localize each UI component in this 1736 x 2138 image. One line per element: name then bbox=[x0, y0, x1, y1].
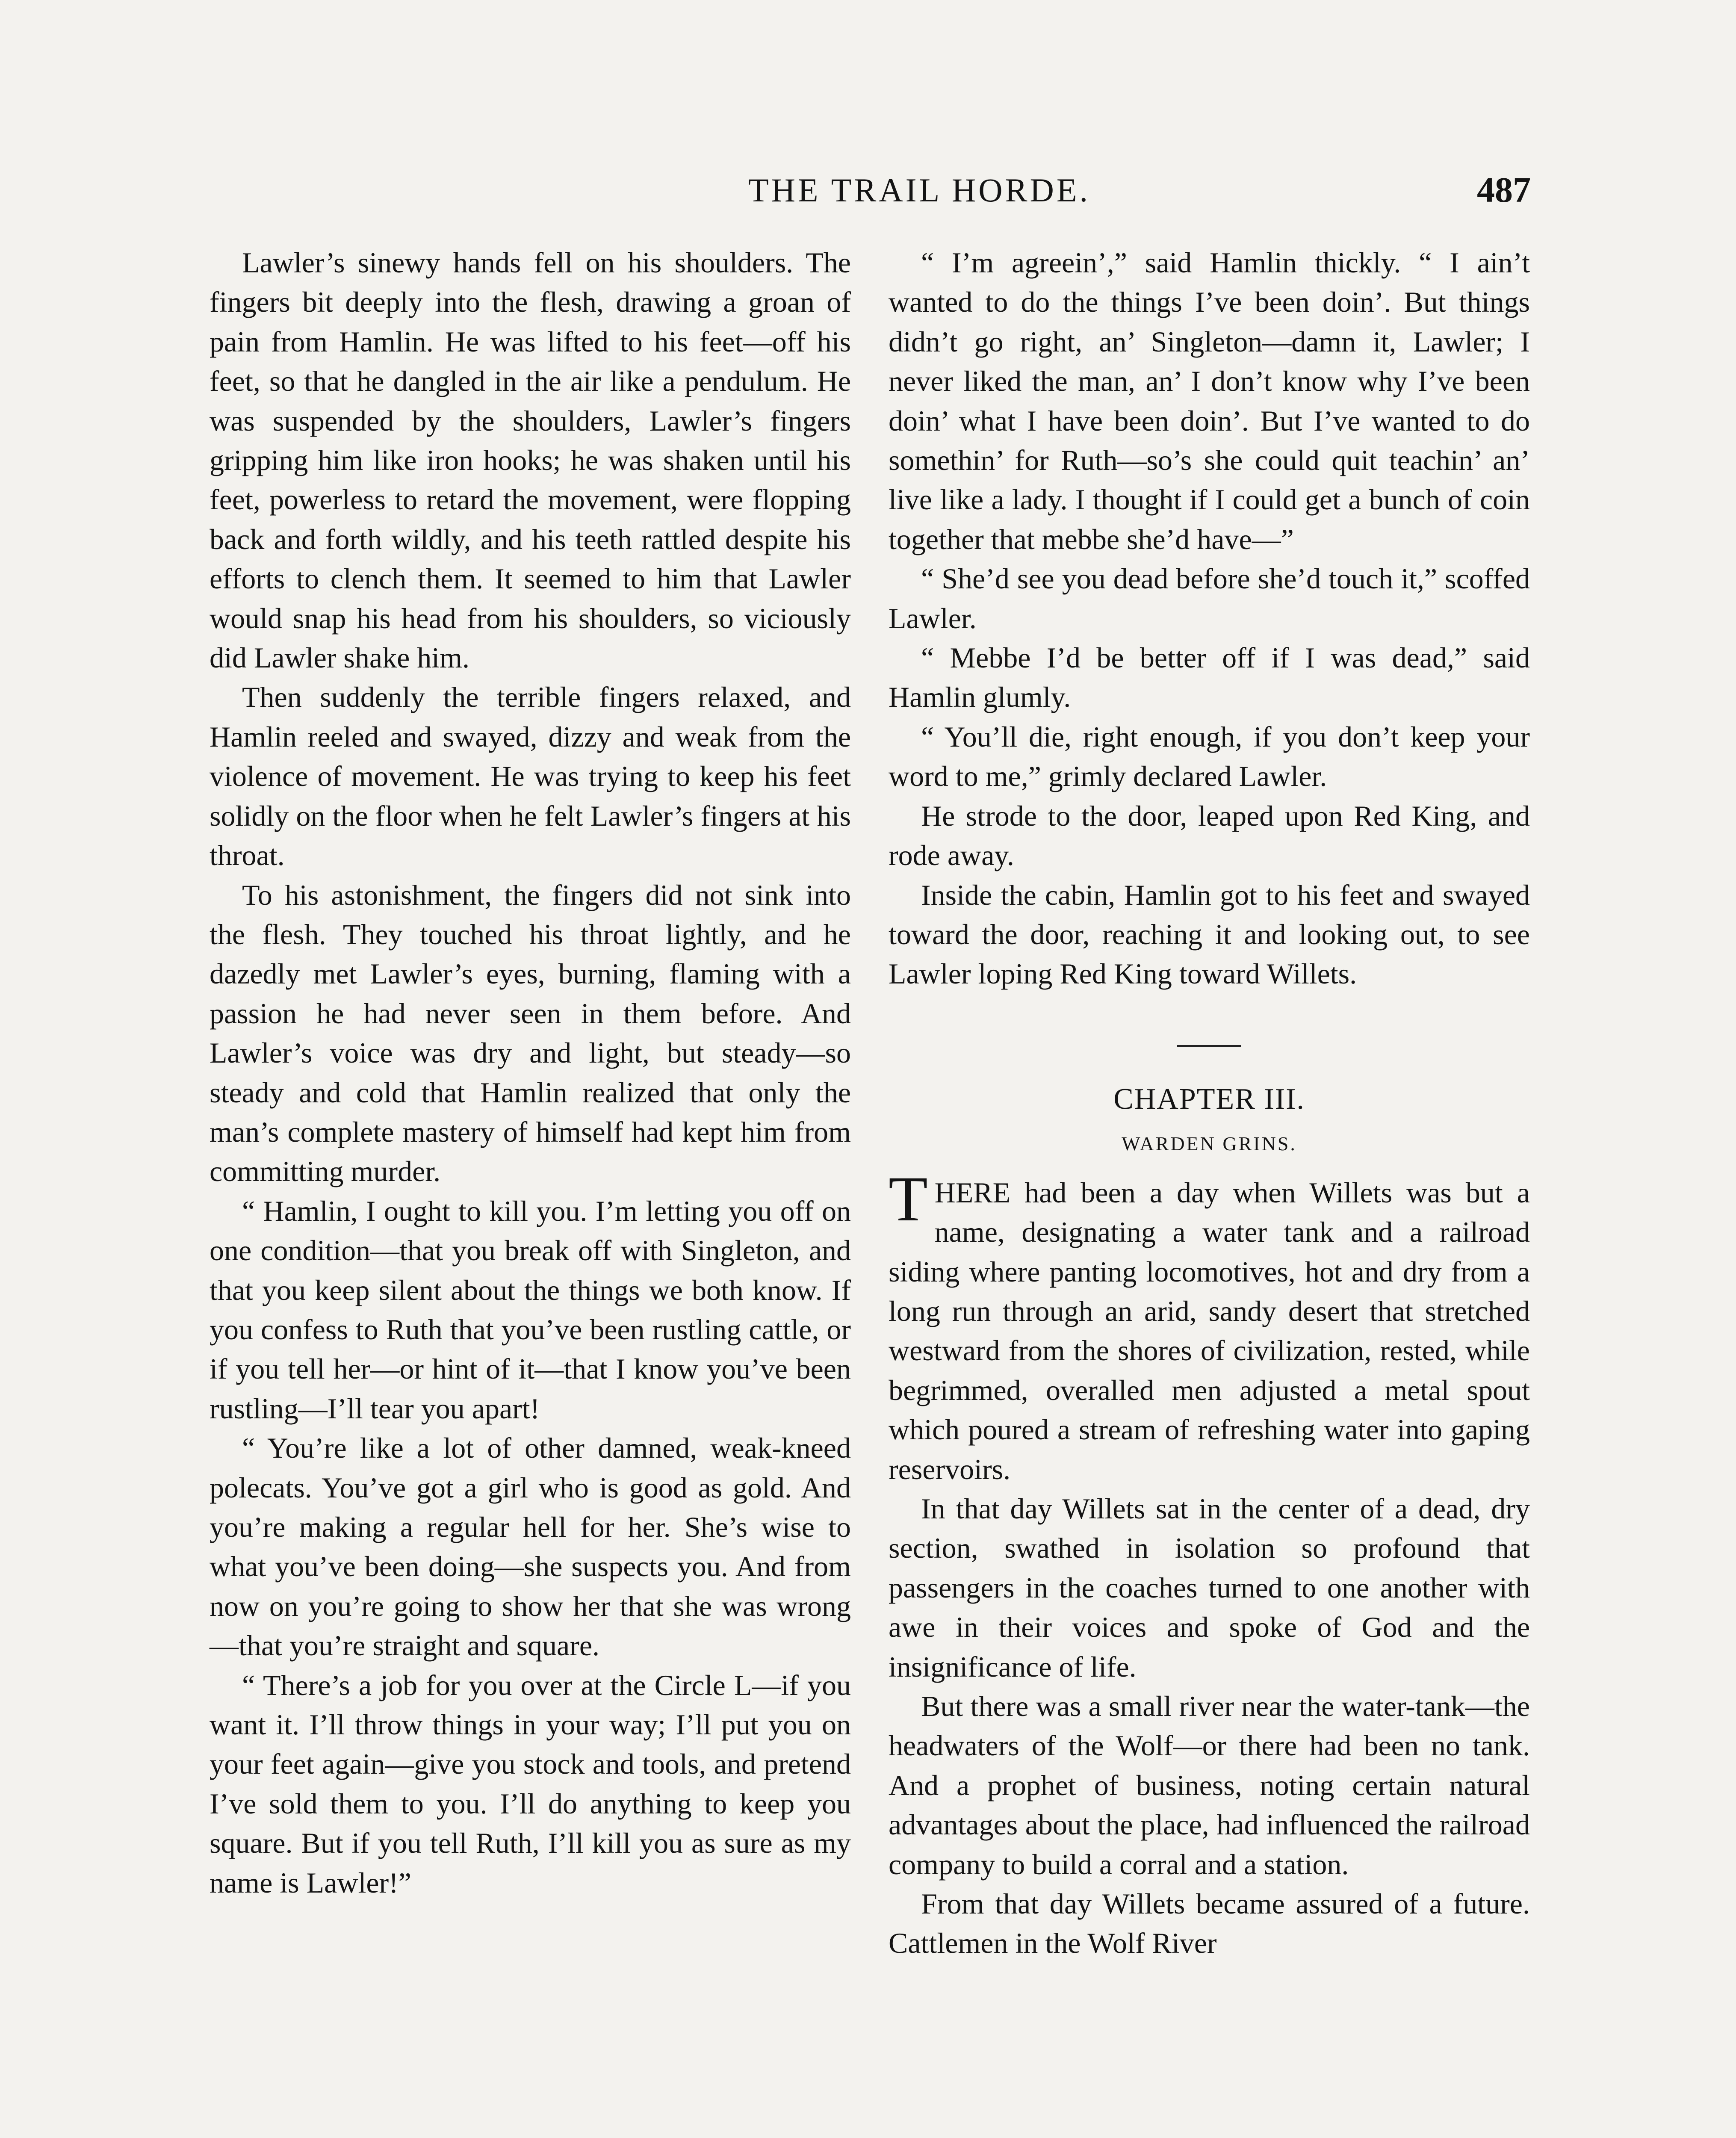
paragraph: To his astonishment, the fingers did not sink into the flesh. They touched his throat lightly, and he dazedly met Lawler’s eyes, burning, flaming with a passion he had never seen in them before. And Lawler’s voice was dry and light, but steady—so steady and cold that Hamlin realized that only the man’s complete mastery of himself had kept him from committing murder. bbox=[210, 878, 851, 1188]
paragraph: Inside the cabin, Hamlin got to his feet and swayed toward the door, reaching it and looking out, to see Lawler loping Red King toward Willets. bbox=[889, 878, 1530, 990]
chapter-subtitle: WARDEN GRINS. bbox=[1122, 1132, 1297, 1155]
chapter-opening-paragraph bbox=[889, 1163, 1530, 1489]
paragraph: From that day Willets became assured of a future. Cattlemen in the Wolf River bbox=[889, 1887, 1530, 1960]
paragraph: Lawler’s sinewy hands fell on his shoulders. The fingers bit deeply into the flesh, drawing a groan of pain from Hamlin. He was lifted to his feet—off his feet, so that he dangled in the air like a pendulum. He was suspended by the shoulders, Lawler’s fingers gripping him like iron hooks; he was shaken until his feet, powerless to retard the movement, were flopping back and forth wildly, and his teeth rattled despite his efforts to clench them. It seemed to him that Lawler would snap his head from his shoulders, so viciously did Lawler shake him. bbox=[210, 246, 851, 674]
paragraph: “ You’re like a lot of other damned, weak-kneed polecats. You’ve got a girl who is good as gold. And you’re making a regular hell for her. She’s wise to what you’ve been doing—she suspects you. And from now on you’re going to show her that she was wrong—that you’re straight and square. bbox=[210, 1432, 851, 1662]
left-column bbox=[210, 243, 851, 1902]
paragraph: But there was a small river near the water-tank—the headwaters of the Wolf—or there had been no tank. And a prophet of business, noting certain natural advantages about the place, had influenced the railroad company to build a corral and a station. bbox=[889, 1690, 1530, 1881]
right-column bbox=[889, 243, 1530, 1963]
paragraph: “ Hamlin, I ought to kill you. I’m letting you off on one condition—that you break off with Singleton, and that you keep silent about the things we both know. If you confess to Ruth that you’ve been rustling cattle, or if you tell her—or hint of it—that I know you’ve been rustling—I’ll tear you apart! bbox=[210, 1194, 851, 1425]
paragraph: He strode to the door, leaped upon Red King, and rode away. bbox=[889, 799, 1530, 872]
paragraph: “ There’s a job for you over at the Circle L—if you want it. I’ll throw things in your way; I’ll put you on your feet again—give you stock and tools, and pretend I’ve sold them to you. I’ll do anything to keep you square. But if you tell Ruth, I’ll kill you as sure as my name is Lawler!” bbox=[210, 1668, 851, 1899]
page-header bbox=[205, 171, 1531, 218]
drop-cap: T bbox=[889, 1163, 928, 1234]
chapter-title: CHAPTER III. bbox=[1113, 1082, 1305, 1116]
running-title: THE TRAIL HORDE. bbox=[748, 171, 1091, 209]
paragraph: “ I’m agreein’,” said Hamlin thickly. “ I ain’t wanted to do the things I’ve been doin’. But things didn’t go right, an’ Singleton—damn it, Lawler; I never liked the man, an’ I don’t know why I’ve been doin’ what I have been doin’. But I’ve wanted to do somethin’ for Ruth—so’s she could quit teachin’ an’ live like a lady. I thought if I could get a bunch of coin together that mebbe she’d have—” bbox=[889, 246, 1530, 555]
paragraph: “ You’ll die, right enough, if you don’t keep your word to me,” grimly declared Lawler. bbox=[889, 720, 1530, 793]
paragraph: Then suddenly the terrible fingers relaxed, and Hamlin reeled and swayed, dizzy and weak from the violence of movement. He was trying to keep his feet solidly on the floor when he felt Lawler’s fingers at his throat. bbox=[210, 681, 851, 872]
chapter-body bbox=[889, 1163, 1530, 1963]
page-number: 487 bbox=[1477, 170, 1531, 210]
opening-paragraph-text: HERE had been a day when Willets was but a name, designating a water tank and a railroad siding where panting locomotives, hot and dry from a long run through an arid, sandy desert that stretched westward from the shores of civilization, rested, while begrimmed, overalled men adjusted a metal spout which poured a stream of refreshing water into gaping reservoirs. bbox=[889, 1176, 1530, 1485]
paragraph: “ Mebbe I’d be better off if I was dead,” said Hamlin glumly. bbox=[889, 641, 1530, 714]
chapter-divider bbox=[1177, 1045, 1241, 1047]
paragraph: In that day Willets sat in the center of a dead, dry section, swathed in isolation so profound that passengers in the coaches turned to one another with awe in their voices and spoke of God and the insignificance of life. bbox=[889, 1492, 1530, 1683]
paragraph: “ She’d see you dead before she’d touch it,” scoffed Lawler. bbox=[889, 562, 1530, 635]
